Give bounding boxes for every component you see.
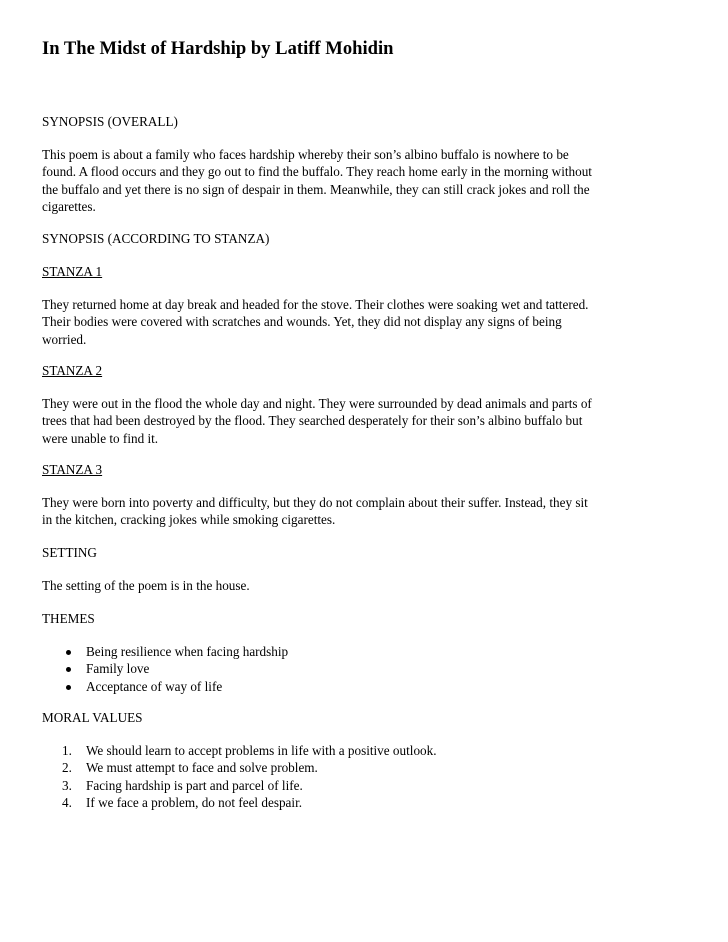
list-number: 2.: [62, 760, 72, 776]
paragraph-line: This poem is about a family who faces hardship whereby their son’s albino buffalo is nowhere to be: [42, 147, 569, 162]
moral-value-text: If we face a problem, do not feel despair.: [86, 794, 303, 810]
synopsis-stanza-heading: SYNOPSIS (ACCORDING TO STANZA): [42, 231, 270, 246]
list-number: 3.: [62, 777, 72, 793]
paragraph-line: were unable to find it.: [42, 430, 159, 446]
stanza-1-paragraph: [42, 296, 642, 348]
theme-text: Being resilience when facing hardship: [86, 644, 289, 659]
stanza-2-heading: STANZA 2: [42, 363, 103, 378]
moral-value-text: We should learn to accept problems in life with a positive outlook.: [86, 743, 437, 758]
document-title: In The Midst of Hardship by Latiff Mohidin: [42, 38, 394, 59]
setting-heading: SETTING: [42, 545, 97, 560]
stanza-2-paragraph: [42, 395, 642, 447]
paragraph-line: Their bodies were covered with scratches and wounds. Yet, they did not display any signs of being: [42, 314, 562, 330]
moral-value-text: We must attempt to face and solve problem.: [86, 760, 318, 776]
paragraph-line: They were out in the flood the whole day and night. They were surrounded by dead animals and parts of: [42, 396, 592, 411]
theme-text: Family love: [86, 661, 150, 677]
paragraph-line: They returned home at day break and headed for the stove. Their clothes were soaking wet and tattered.: [42, 297, 589, 312]
paragraph-line: worried.: [42, 331, 87, 347]
theme-text: Acceptance of way of life: [86, 678, 223, 694]
stanza-3-paragraph: [42, 494, 642, 529]
themes-heading: THEMES: [42, 611, 95, 626]
bullet-icon: [66, 685, 71, 690]
stanza-3-heading: STANZA 3: [42, 462, 103, 477]
stanza-1-heading: STANZA 1: [42, 264, 103, 279]
moral-value-text: Facing hardship is part and parcel of life.: [86, 777, 303, 793]
paragraph-line: They were born into poverty and difficulty, but they do not complain about their suffer. Instead, they sit: [42, 495, 588, 510]
setting-text: The setting of the poem is in the house.: [42, 578, 250, 593]
paragraph-line: in the kitchen, cracking jokes while smoking cigarettes.: [42, 512, 336, 528]
synopsis-overall-heading: SYNOPSIS (OVERALL): [42, 114, 178, 129]
moral-values-heading: MORAL VALUES: [42, 710, 143, 725]
list-number: 4.: [62, 794, 72, 810]
bullet-icon: [66, 667, 71, 672]
paragraph-line: found. A flood occurs and they go out to find the buffalo. They reach home early in the morning without: [42, 164, 592, 180]
paragraph-line: the buffalo and yet there is no sign of despair in them. Meanwhile, they can still crack jokes and roll the: [42, 181, 590, 197]
bullet-icon: [66, 650, 71, 655]
synopsis-overall-paragraph: [42, 146, 642, 215]
list-number: 1.: [62, 743, 72, 758]
paragraph-line: cigarettes.: [42, 198, 96, 214]
paragraph-line: trees that had been destroyed by the flood. They searched desperately for their son’s albino buffalo but: [42, 413, 583, 429]
